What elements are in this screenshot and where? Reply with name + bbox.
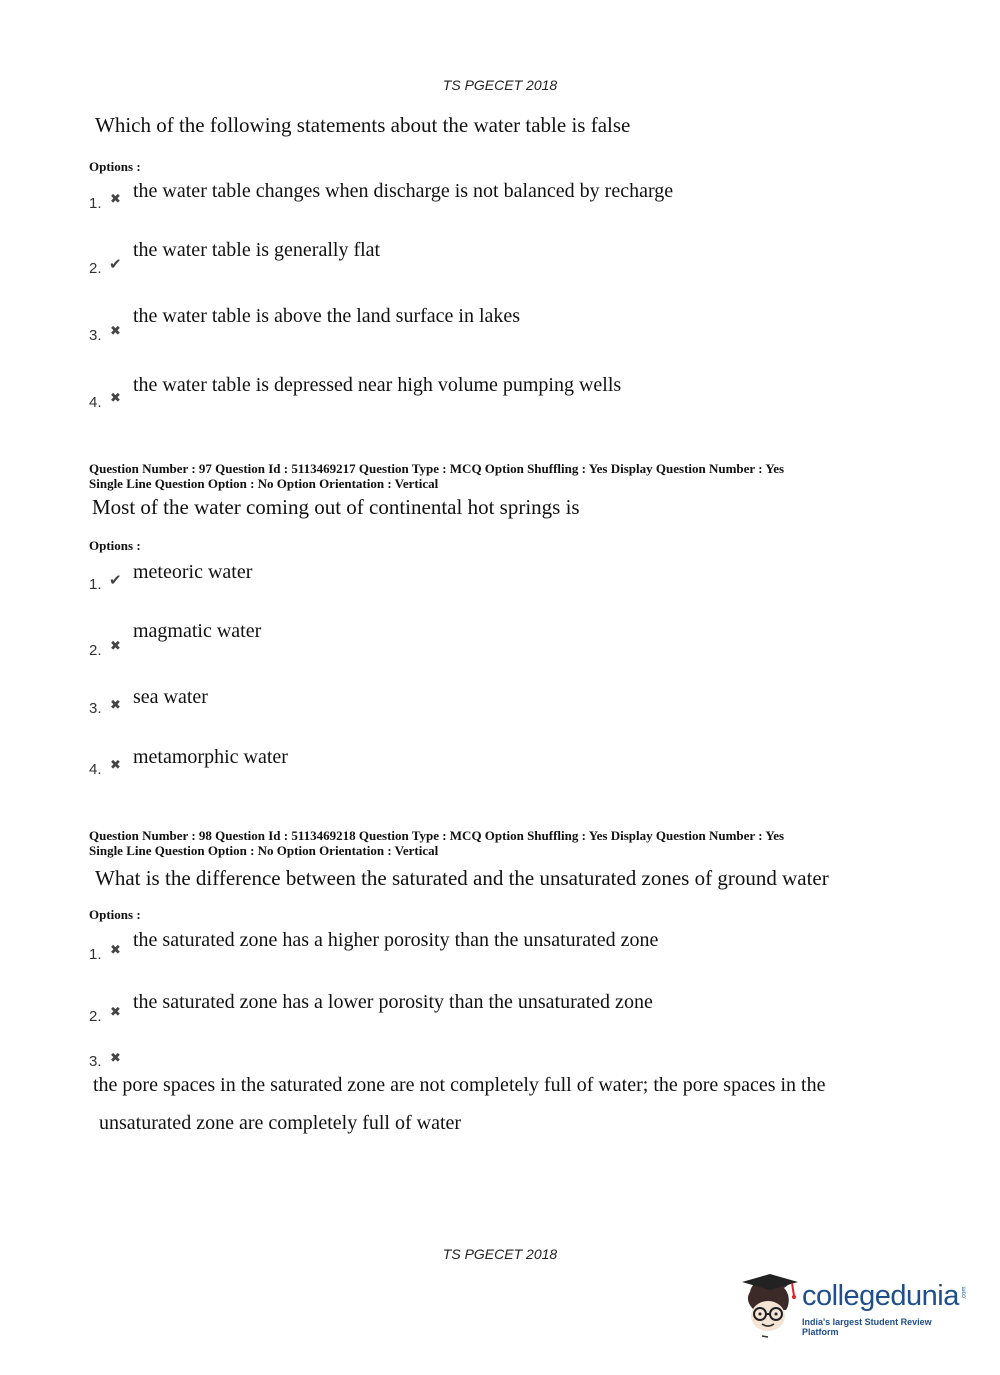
page-footer: TS PGECET 2018 — [442, 1246, 558, 1262]
q96-options-label: Options : — [89, 159, 141, 174]
q96-option-1-text: the water table changes when discharge is not balanced by recharge — [133, 180, 674, 202]
q98-meta-line-1: Question Number : 98 Question Id : 5113469218 Question Type : MCQ Option Shuffling : Yes Display Question Number : Yes — [89, 828, 785, 843]
wrong-mark-icon: ✖ — [110, 390, 121, 405]
correct-mark-icon: ✔ — [109, 573, 122, 589]
question-98-text: What is the difference between the saturated and the unsaturated zones of ground water — [95, 866, 829, 890]
q98-option-3-number: 3. — [89, 1053, 102, 1070]
question-97-text: Most of the water coming out of continental hot springs is — [92, 495, 580, 519]
q97-option-2-text: magmatic water — [133, 620, 262, 642]
collegedunia-logo — [740, 1270, 970, 1340]
logo-tagline: India's largest Student Review Platform — [802, 1317, 932, 1337]
q97-meta-line-2: Single Line Question Option : No Option Orientation : Vertical — [89, 476, 439, 491]
q97-option-4-text: metamorphic water — [133, 746, 288, 768]
wrong-mark-icon: ✖ — [110, 757, 121, 772]
q96-option-1-number: 1. — [89, 195, 102, 212]
q98-option-2-text: the saturated zone has a lower porosity than the unsaturated zone — [133, 991, 653, 1013]
correct-mark-icon: ✔ — [109, 257, 122, 273]
wrong-mark-icon: ✖ — [110, 323, 121, 338]
q97-option-1-number: 1. — [89, 576, 102, 593]
q96-option-3-number: 3. — [89, 327, 102, 344]
q98-option-1-text: the saturated zone has a higher porosity than the unsaturated zone — [133, 929, 659, 951]
q98-options-label: Options : — [89, 907, 141, 922]
q96-option-4-number: 4. — [89, 394, 102, 411]
q98-option-2-number: 2. — [89, 1008, 102, 1025]
wrong-mark-icon: ✖ — [110, 1050, 121, 1065]
question-96-text: Which of the following statements about the water table is false — [95, 113, 631, 137]
wrong-mark-icon: ✖ — [110, 697, 121, 712]
page-header: TS PGECET 2018 — [442, 77, 558, 93]
q96-option-2-text: the water table is generally flat — [133, 239, 381, 261]
q97-option-4-number: 4. — [89, 761, 102, 778]
q97-option-3-text: sea water — [133, 686, 208, 708]
q96-option-3-text: the water table is above the land surface in lakes — [133, 305, 521, 327]
q98-option-1-number: 1. — [89, 946, 102, 963]
wrong-mark-icon: ✖ — [110, 1004, 121, 1019]
wrong-mark-icon: ✖ — [110, 191, 121, 206]
logo-domain: .com — [961, 1286, 968, 1300]
q97-option-1-text: meteoric water — [133, 561, 253, 583]
q96-option-2-number: 2. — [89, 260, 102, 277]
q98-option-3-text-line-1: the pore spaces in the saturated zone are not completely full of water; the pore spaces in the — [93, 1074, 826, 1096]
q98-option-3-text-line-2: unsaturated zone are completely full of water — [99, 1112, 462, 1134]
q98-meta-line-2: Single Line Question Option : No Option Orientation : Vertical — [89, 843, 439, 858]
q97-option-2-number: 2. — [89, 642, 102, 659]
wrong-mark-icon: ✖ — [110, 638, 121, 653]
q97-meta-line-1: Question Number : 97 Question Id : 5113469217 Question Type : MCQ Option Shuffling : Yes Display Question Number : Yes — [89, 461, 785, 476]
q97-option-3-number: 3. — [89, 700, 102, 717]
q96-option-4-text: the water table is depressed near high volume pumping wells — [133, 374, 622, 396]
student-mascot-icon — [740, 1270, 802, 1340]
q97-options-label: Options : — [89, 538, 141, 553]
wrong-mark-icon: ✖ — [110, 942, 121, 957]
logo-wordmark: collegedunia — [802, 1280, 959, 1312]
